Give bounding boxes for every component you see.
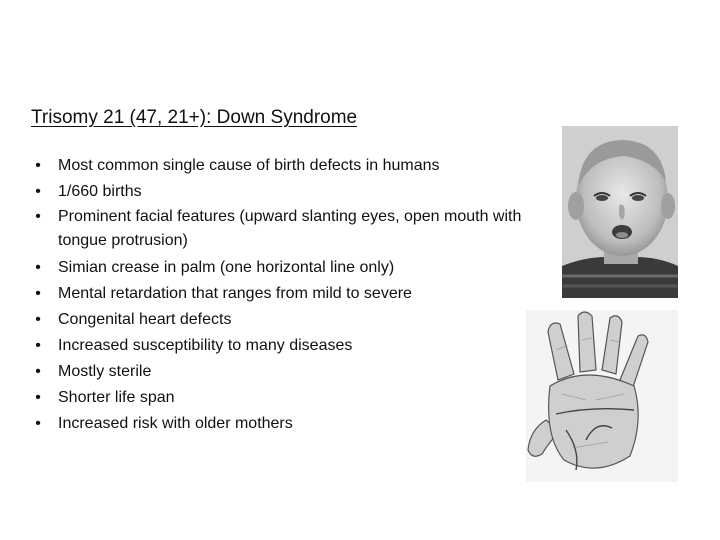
- list-item: • 1/660 births: [30, 179, 530, 205]
- palm-photo: [526, 310, 678, 482]
- list-item: • Shorter life span: [30, 385, 530, 411]
- bullet-icon: •: [35, 363, 41, 380]
- list-item: • Simian crease in palm (one horizontal line only): [30, 255, 530, 281]
- bullet-icon: •: [35, 415, 41, 432]
- list-item: • Most common single cause of birth defects in humans: [30, 153, 530, 179]
- list-item: • Increased susceptibility to many diseases: [30, 333, 530, 359]
- bullet-icon: •: [35, 208, 41, 225]
- child-face-photo: [562, 126, 678, 298]
- list-item: • Prominent facial features (upward slanting eyes, open mouth with tongue protrusion): [30, 205, 530, 255]
- bullet-icon: •: [35, 157, 41, 174]
- list-item: • Increased risk with older mothers: [30, 411, 530, 437]
- list-item: • Mostly sterile: [30, 359, 530, 385]
- list-item: • Mental retardation that ranges from mild to severe: [30, 281, 530, 307]
- list-item: • Congenital heart defects: [30, 307, 530, 333]
- bullet-list: [30, 153, 530, 437]
- bullet-icon: •: [35, 311, 41, 328]
- slide-title: Trisomy 21 (47, 21+): Down Syndrome: [31, 107, 358, 128]
- bullet-icon: •: [35, 183, 41, 200]
- bullet-icon: •: [35, 389, 41, 406]
- bullet-icon: •: [35, 285, 41, 302]
- bullet-icon: •: [35, 259, 41, 276]
- bullet-icon: •: [35, 337, 41, 354]
